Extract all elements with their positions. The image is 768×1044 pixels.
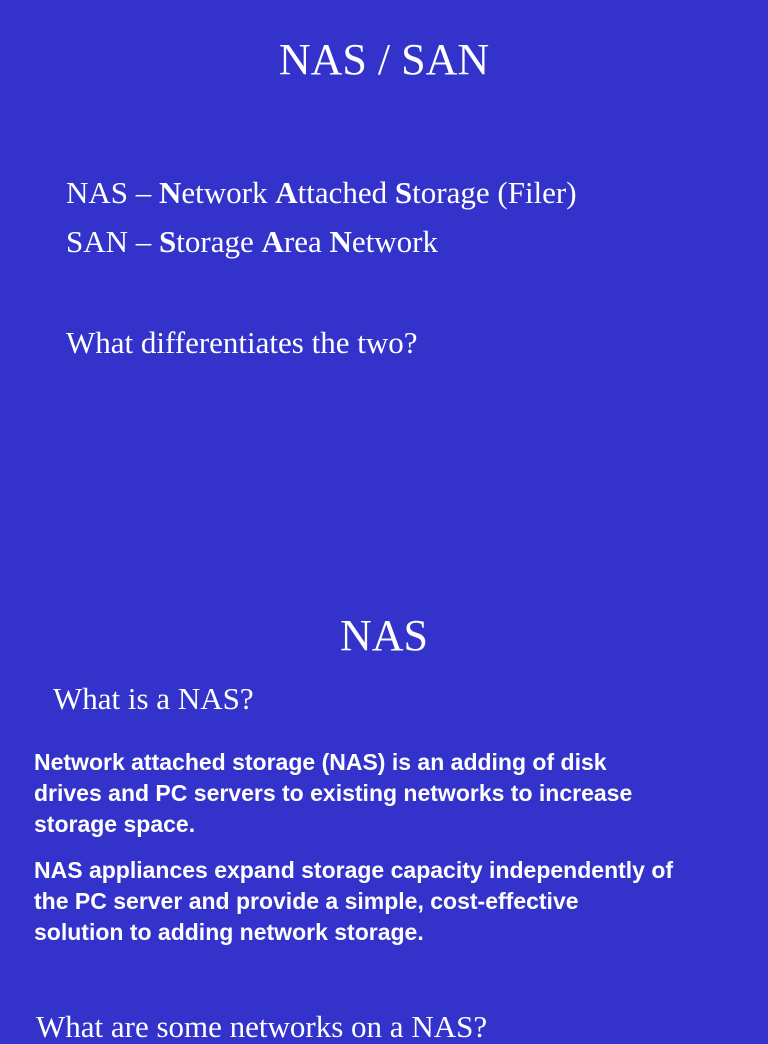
nas-word-network: etwork xyxy=(181,175,276,210)
nas-initial-a: A xyxy=(275,175,298,210)
san-word-network: etwork xyxy=(351,224,438,259)
san-initial-a: A xyxy=(261,224,284,259)
san-prefix: SAN – xyxy=(66,224,160,259)
san-definition xyxy=(66,226,438,257)
san-initial-s: S xyxy=(159,224,177,259)
nas-initial-n: N xyxy=(159,175,182,210)
section-title: NAS xyxy=(339,611,429,660)
san-word-storage: torage xyxy=(176,224,262,259)
nas-suffix: (Filer) xyxy=(489,175,577,210)
nas-paragraph-1: Network attached storage (NAS) is an adding of disk drives and PC servers to existing networks to increase storage space. xyxy=(34,749,633,837)
next-question: What are some networks on a NAS? xyxy=(36,1009,488,1044)
san-initial-n: N xyxy=(329,224,352,259)
slide-title: NAS / SAN xyxy=(278,35,490,84)
nas-prefix: NAS – xyxy=(66,175,160,210)
differentiate-question: What differentiates the two? xyxy=(66,325,418,360)
nas-word-attached: ttached xyxy=(297,175,395,210)
nas-definition xyxy=(66,177,577,208)
nas-initial-s: S xyxy=(394,175,413,210)
nas-word-storage: torage xyxy=(412,175,490,210)
what-is-nas-question: What is a NAS? xyxy=(53,681,254,716)
nas-paragraph-2: NAS appliances expand storage capacity independently of the PC server and provide a simple, cost-effective solution to adding network storage. xyxy=(34,857,674,945)
san-word-area: rea xyxy=(283,224,330,259)
